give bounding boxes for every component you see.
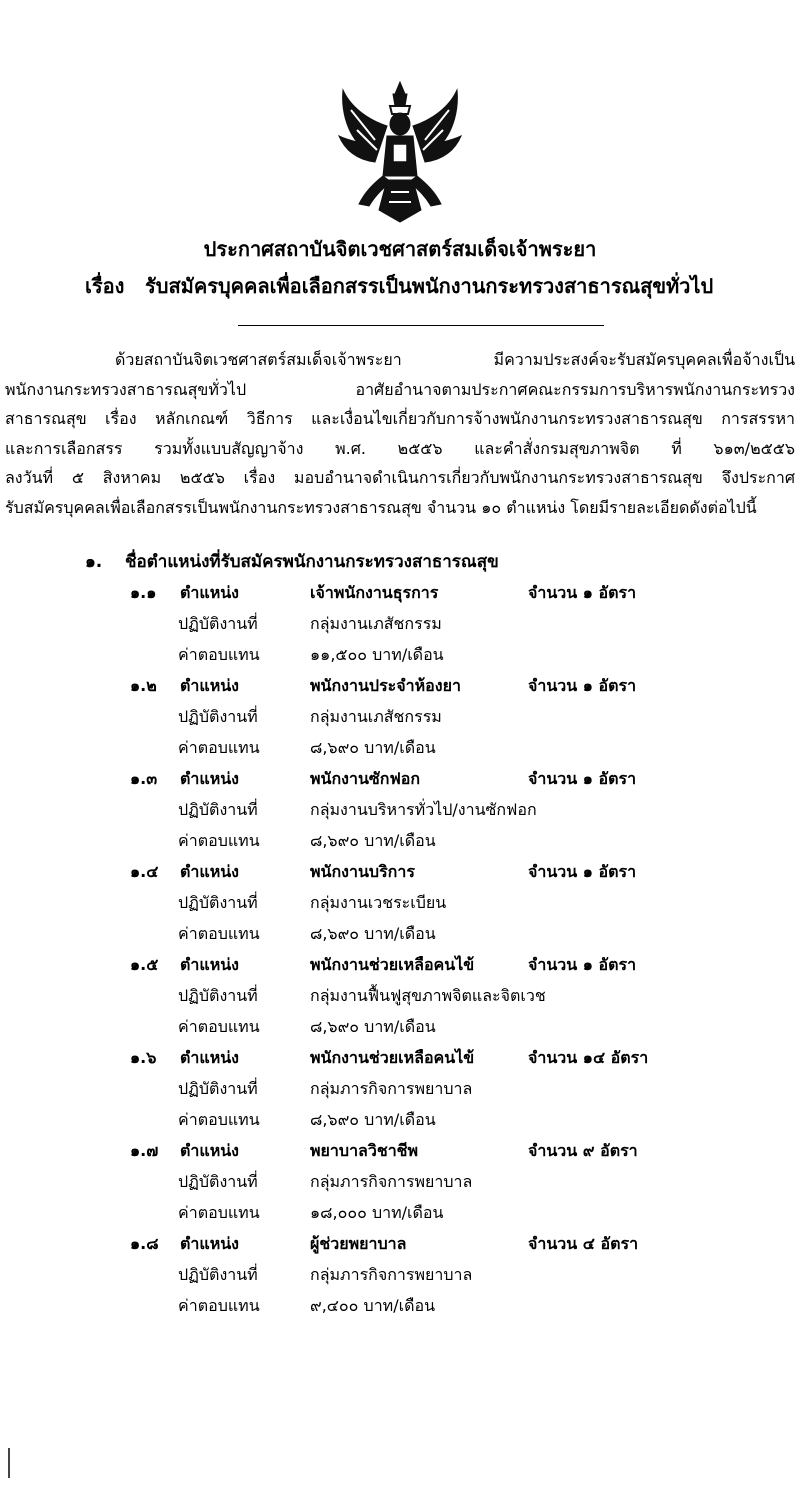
position-count: จำนวน ๑ อัตรา: [528, 676, 637, 695]
pay-label: ค่าตอบแทน: [178, 1296, 260, 1315]
paragraph-line: พนักงานกระทรวงสาธารณสุขทั่วไป อาศัยอำนาจตามประกาศคณะกรรมการบริหารพนักงานกระทรวง: [5, 379, 795, 399]
position-name: พนักงานช่วยเหลือคนไข้: [310, 955, 475, 974]
position-item: [0, 1229, 800, 1322]
position-label: ตำแหน่ง: [180, 862, 239, 881]
garuda-emblem-icon: [335, 80, 465, 225]
title-divider: [238, 325, 604, 326]
pay-label: ค่าตอบแทน: [178, 1110, 260, 1129]
pay-value: ๘,๖๙๐ บาท/เดือน: [310, 1017, 436, 1036]
position-count: จำนวน ๑ อัตรา: [528, 583, 637, 602]
workplace-label: ปฏิบัติงานที่: [178, 800, 258, 819]
pay-label: ค่าตอบแทน: [178, 924, 260, 943]
workplace-label: ปฏิบัติงานที่: [178, 707, 258, 726]
workplace-label: ปฏิบัติงานที่: [178, 986, 258, 1005]
workplace-label: ปฏิบัติงานที่: [178, 893, 258, 912]
position-item: [0, 1136, 800, 1229]
workplace-label: ปฏิบัติงานที่: [178, 614, 258, 633]
pay-label: ค่าตอบแทน: [178, 831, 260, 850]
position-name: ผู้ช่วยพยาบาล: [310, 1234, 407, 1253]
workplace-value: กลุ่มงานเภสัชกรรม: [310, 707, 442, 726]
position-label: ตำแหน่ง: [180, 583, 239, 602]
position-label: ตำแหน่ง: [180, 1048, 239, 1067]
workplace-value: กลุ่มภารกิจการพยาบาล: [310, 1265, 473, 1284]
announcement-subject: [85, 270, 713, 302]
position-number: ๑.๖: [130, 1048, 157, 1067]
position-number: ๑.๔: [130, 862, 159, 881]
paragraph-line: และการเลือกสรร รวมทั้งแบบสัญญาจ้าง พ.ศ. ๒๕๕๖ และคำสั่งกรมสุขภาพจิต ที่ ๖๑๓/๒๕๕๖: [5, 438, 795, 458]
section-1-heading: [85, 548, 499, 575]
position-item: [0, 671, 800, 764]
position-number: ๑.๕: [130, 955, 159, 974]
workplace-label: ปฏิบัติงานที่: [178, 1172, 258, 1191]
paragraph-line: สาธารณสุข เรื่อง หลักเกณฑ์ วิธีการ และเงื่อนไขเกี่ยวกับการจ้างพนักงานกระทรวงสาธารณสุข การสรรหา: [5, 409, 795, 428]
position-label: ตำแหน่ง: [180, 1234, 239, 1253]
subject-text: รับสมัครบุคคลเพื่อเลือกสรรเป็นพนักงานกระทรวงสาธารณสุขทั่วไป: [145, 274, 714, 298]
position-name: พนักงานประจำห้องยา: [310, 676, 461, 695]
pay-value: ๙,๔๐๐ บาท/เดือน: [310, 1296, 436, 1315]
pay-label: ค่าตอบแทน: [178, 738, 260, 757]
position-count: จำนวน ๙ อัตรา: [528, 1141, 638, 1160]
position-label: ตำแหน่ง: [180, 955, 239, 974]
section-number: ๑.: [85, 552, 103, 572]
pay-label: ค่าตอบแทน: [178, 1203, 260, 1222]
pay-value: ๑๘,๐๐๐ บาท/เดือน: [310, 1203, 444, 1222]
position-name: พนักงานช่วยเหลือคนไข้: [310, 1048, 475, 1067]
paragraph-line: ลงวันที่ ๕ สิงหาคม ๒๕๕๖ เรื่อง มอบอำนาจดำเนินการเกี่ยวกับพนักงานกระทรวงสาธารณสุข จึงประกาศ: [5, 468, 795, 487]
workplace-value: กลุ่มงานเวชระเบียน: [310, 893, 447, 912]
workplace-value: กลุ่มงานบริหารทั่วไป/งานซักฟอก: [310, 800, 537, 819]
position-label: ตำแหน่ง: [180, 769, 239, 788]
position-count: จำนวน ๑๔ อัตรา: [528, 1048, 649, 1067]
position-item: [0, 764, 800, 857]
position-name: พนักงานบริการ: [310, 862, 415, 881]
position-item: [0, 950, 800, 1043]
workplace-value: กลุ่มภารกิจการพยาบาล: [310, 1172, 473, 1191]
subject-label: เรื่อง: [85, 274, 125, 298]
position-count: จำนวน ๑ อัตรา: [528, 769, 637, 788]
workplace-label: ปฏิบัติงานที่: [178, 1265, 258, 1284]
position-label: ตำแหน่ง: [180, 676, 239, 695]
position-number: ๑.๗: [130, 1141, 159, 1160]
workplace-value: กลุ่มงานฟื้นฟูสุขภาพจิตและจิตเวช: [310, 986, 546, 1005]
section-title: ชื่อตำแหน่งที่รับสมัครพนักงานกระทรวงสาธารณสุข: [125, 552, 499, 572]
paragraph-line: ด้วยสถาบันจิตเวชศาสตร์สมเด็จเจ้าพระยา มีความประสงค์จะรับสมัครบุคคลเพื่อจ้างเป็น: [115, 350, 795, 369]
pay-value: ๘,๖๙๐ บาท/เดือน: [310, 924, 436, 943]
pay-value: ๘,๖๙๐ บาท/เดือน: [310, 1110, 436, 1129]
position-item: [0, 1043, 800, 1136]
position-item: [0, 857, 800, 950]
position-name: เจ้าพนักงานธุรการ: [310, 583, 439, 602]
position-number: ๑.๓: [130, 769, 158, 788]
positions-list: [0, 578, 800, 1322]
position-number: ๑.๘: [130, 1234, 159, 1253]
position-count: จำนวน ๑ อัตรา: [528, 862, 637, 881]
position-name: พยาบาลวิชาชีพ: [310, 1141, 419, 1160]
pay-value: ๘,๖๙๐ บาท/เดือน: [310, 831, 436, 850]
position-number: ๑.๒: [130, 676, 157, 695]
position-count: จำนวน ๑ อัตรา: [528, 955, 637, 974]
position-name: พนักงานซักฟอก: [310, 769, 421, 788]
paragraph-line: รับสมัครบุคคลเพื่อเลือกสรรเป็นพนักงานกระทรวงสาธารณสุข จำนวน ๑๐ ตำแหน่ง โดยมีรายละเอียดดังต่อไปนี้: [5, 497, 757, 517]
position-number: ๑.๑: [130, 583, 157, 602]
announcement-title: ประกาศสถาบันจิตเวชศาสตร์สมเด็จเจ้าพระยา: [203, 237, 597, 261]
pay-label: ค่าตอบแทน: [178, 1017, 260, 1036]
position-item: [0, 578, 800, 671]
pay-value: ๑๑,๕๐๐ บาท/เดือน: [310, 645, 444, 664]
position-count: จำนวน ๔ อัตรา: [528, 1234, 639, 1253]
intro-paragraph: [5, 345, 795, 522]
workplace-value: กลุ่มงานเภสัชกรรม: [310, 614, 442, 633]
workplace-label: ปฏิบัติงานที่: [178, 1079, 258, 1098]
scan-edge-mark: [8, 1448, 10, 1478]
position-label: ตำแหน่ง: [180, 1141, 239, 1160]
pay-label: ค่าตอบแทน: [178, 645, 260, 664]
workplace-value: กลุ่มภารกิจการพยาบาล: [310, 1079, 473, 1098]
pay-value: ๘,๖๙๐ บาท/เดือน: [310, 738, 436, 757]
